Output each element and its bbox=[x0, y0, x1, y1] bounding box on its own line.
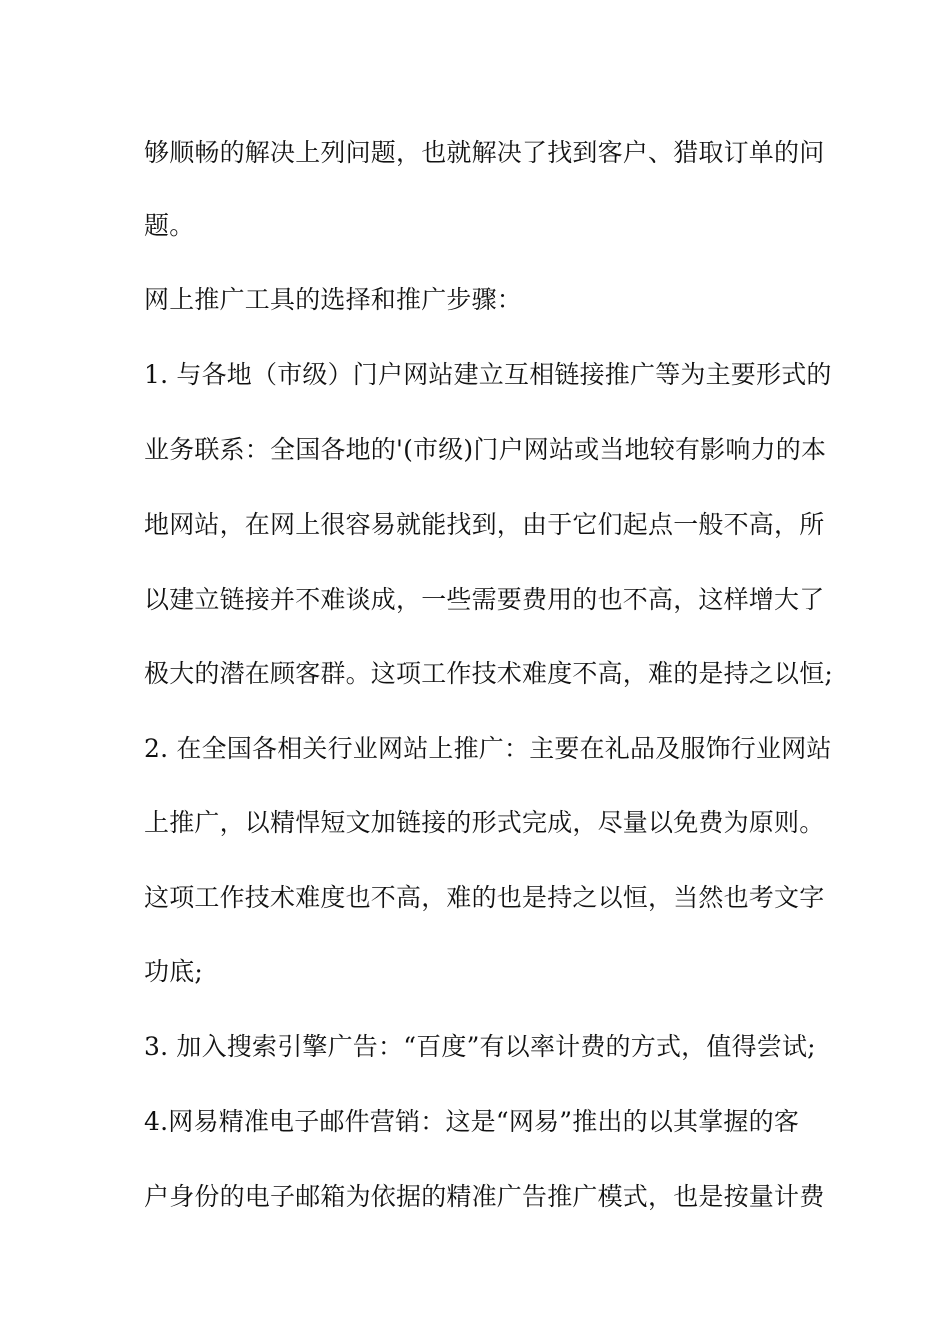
text-line: 2. 在全国各相关行业网站上推广：主要在礼品及服饰行业网站 bbox=[144, 734, 832, 763]
text-line: 这项工作技术难度也不高，难的也是持之以恒，当然也考文字 bbox=[144, 883, 825, 912]
text-line: 业务联系：全国各地的'(市级)门户网站或当地较有影响力的本 bbox=[144, 435, 827, 464]
text-line: 功底; bbox=[144, 957, 204, 986]
text-line: 极大的潜在顾客群。这项工作技术难度不高，难的是持之以恒; bbox=[144, 659, 834, 688]
text-line: 4.网易精准电子邮件营销：这是“网易”推出的以其掌握的客 bbox=[144, 1107, 800, 1136]
text-line: 网上推广工具的选择和推广步骤： bbox=[144, 285, 523, 314]
text-line: 够顺畅的解决上列问题，也就解决了找到客户、猎取订单的问 bbox=[144, 138, 825, 167]
text-line: 地网站，在网上很容易就能找到，由于它们起点一般不高，所 bbox=[144, 510, 825, 539]
text-line: 3. 加入搜索引擎广告：“百度”有以率计费的方式，值得尝试; bbox=[144, 1032, 816, 1061]
text-line: 1. 与各地（市级）门户网站建立互相链接推广等为主要形式的 bbox=[144, 360, 832, 389]
text-line: 户身份的电子邮箱为依据的精准广告推广模式，也是按量计费 bbox=[144, 1182, 825, 1211]
text-line: 题。 bbox=[144, 211, 195, 240]
text-line: 上推广，以精悍短文加链接的形式完成，尽量以免费为原则。 bbox=[144, 808, 825, 837]
text-line: 以建立链接并不难谈成，一些需要费用的也不高，这样增大了 bbox=[144, 585, 825, 614]
